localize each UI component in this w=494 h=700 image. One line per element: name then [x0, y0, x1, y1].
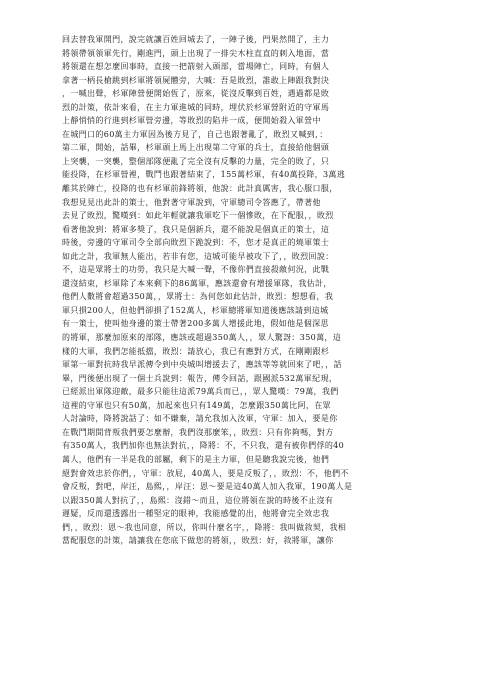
text-line: 萬人，他們有一半是我的部屬，剩下的是主力軍，但是聽我說完後，他們: [62, 454, 330, 464]
text-line: 如此之計，我軍無人能出，若非有您，這城可能早被攻下了，，敗烈回說：: [62, 251, 334, 261]
text-line: 當配服您的計策，請讓我在您底下做您的將領，，敗烈：好，敘將軍，讓你: [62, 536, 334, 546]
text-line: 的將軍，那麼加原來的部隊，應該或超過350萬人，，眾人驚訝：350萬，這: [62, 333, 342, 343]
text-line: 烈的計策，依計來看，在主力軍進城的同時，埋伏於杉軍營附近的守軍馬: [62, 102, 330, 112]
text-line: 他們人數將會超過350萬，，眾將士：為何您如此估計，敗烈：想想看，我: [62, 292, 334, 302]
text-line: 看著他說到：將軍多獎了，我只是個新兵，還不能說是個真正的策士，這: [62, 224, 330, 234]
text-line: 上靜悄悄的行進到杉軍營旁邊，等敗烈的陷井一成，便開始殺入軍營中: [62, 116, 321, 126]
text-line: 人討論時，降將說話了：如不嫌棄，請允我加入汝軍，守軍：加入，要是你: [62, 414, 338, 424]
text-line: 軍第一軍對抗時我早派傳令到中央城叫增援去了，應該等等就回來了吧，，話: [62, 360, 342, 370]
text-line: 回去替我軍開門，說完就讓百姓回城去了，一陣子後，門果然開了，主力: [62, 35, 330, 44]
text-line: 已經派出軍隊迎敵，最多只能往這派79萬兵而已，，眾人驚嘆：79萬，我們: [62, 387, 339, 397]
text-line: 這裡的守軍也只有50萬，加起來也只有149萬，怎麼跟350萬比阿，在眾: [62, 400, 331, 410]
text-line: 還沒結束，杉軍除了本來剩下的86萬軍，應該還會有增援軍隊，我估計，: [62, 278, 332, 288]
text-line: 以跟350萬人對抗了，，島熙：沒錯～而且，這位將領在說的時後不止沒有: [62, 495, 334, 505]
text-line: 去見了敗烈，驚嘆到：如此年輕就讓我軍吃下一個慘敗，在下配服，，敗烈: [62, 211, 334, 221]
text-line: 絕對會效忠於你們，，守軍：放屁，40萬人，要是反叛了，，敗烈：不，他們不: [62, 468, 349, 478]
text-line: 上突襲，一突襲，整個部隊便亂了完全沒有反擊的力量，完全的敗了，只: [62, 156, 330, 166]
text-line: 不，這是眾將士的功勞，我只是大喊一聲，不像你們直接殺敵何況，此戰: [62, 265, 330, 275]
text-line: 我想見見出此計的策士，他對著守軍說到，守軍總司令答應了，帶著他: [62, 197, 321, 207]
text-line: 能投降，在杉軍營裡，戰鬥也跟著結束了，155萬杉軍，有40萬投降，3萬逃: [62, 170, 346, 180]
text-line: 將領帶領領軍先行，剛進門，頭上出現了一排尖木柱直直的刺入地面，當: [62, 48, 330, 58]
text-line: 在戰鬥期間背叛我們要怎麼辦，我們沒那麼笨，，敗烈：只有你夠嗎，對方: [62, 427, 334, 437]
text-line: 樣的大軍，我們怎能抵擋，敗烈：請放心，我已有應對方式，在剛剛跟杉: [62, 346, 330, 356]
text-line: 將領還在想怎麼回事時，直接一把箭射入頭部，當場陣亡，同時，有個人: [62, 62, 330, 72]
text-line: 畢，門後便出現了一個士兵說到：報告，傳令回話，跟國派532萬軍紀現，: [62, 373, 338, 383]
text-line: 會反叛，對吧，岸汪，島熙，，岸汪：恩～要是這40萬人加入我軍，190萬人是: [62, 482, 353, 492]
body-text: [62, 33, 434, 548]
text-line: 時後，旁邊的守軍司令全部向敗烈下跪說到：不，您才是真正的燒軍策士: [62, 238, 330, 248]
text-line: 拿著一柄長槍跳到杉軍將領屍體旁，大喊：吾是敗烈，誰敢上陣跟我對決: [62, 75, 330, 85]
text-line: 在城門口的60萬主力軍因為後方見了，自己也跟著亂了，敗烈又喊到，：: [62, 129, 328, 139]
text-line: 第二軍，開始，話畢，杉軍頭上馬上出現第二守軍的兵士，直接給他個頭: [62, 143, 330, 153]
text-line: 離其於陣亡，投降的也有杉軍前鋒將領，他說：此計真厲害，我心服口服，: [62, 184, 338, 194]
text-line: 們，，敗烈：恩～我也同意，所以，你叫什麼名字，，降將：我叫做敘契，我相: [62, 522, 347, 532]
text-line: 有一策士，使叫他身邊的策士帶著200多萬人增援此地，假如他是個深思: [62, 319, 329, 329]
text-line: 有350萬人，我們加你也無法對抗，，降將：不，不只我，還有被你們俘的40: [62, 441, 345, 451]
text-line: ，一喊出聲，杉軍陣營便開始恆了，原來，從沒反擊到百姓，遇過都是敗: [62, 89, 330, 99]
text-line: 軍只損200人，但他們卻損了152萬人，杉軍總將軍知道後應該請到這城: [62, 305, 329, 315]
text-line: 遲疑，反而還透露出一種堅定的眼神，我能感覺的出，他將會完全效忠我: [62, 509, 330, 519]
